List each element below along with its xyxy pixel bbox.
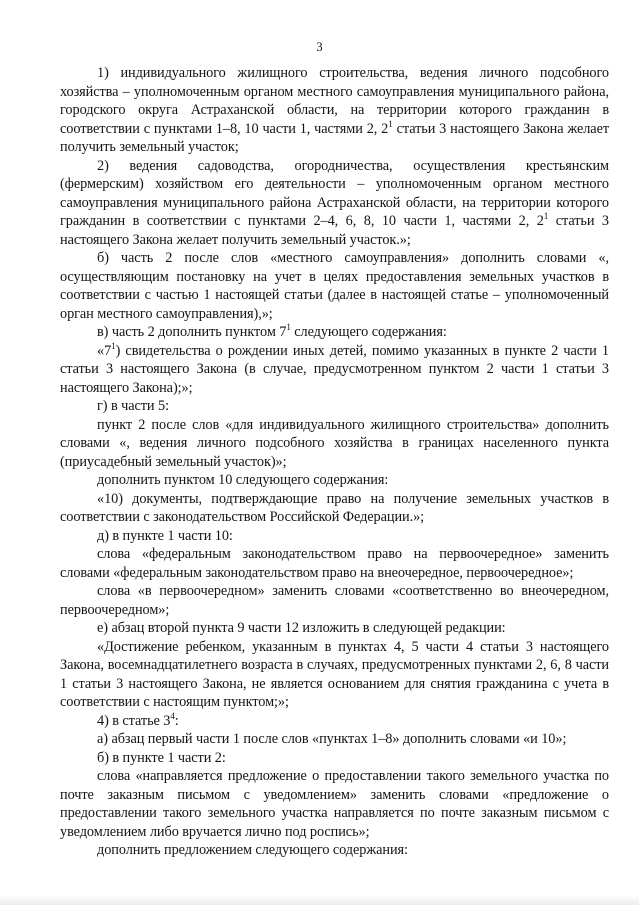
superscript: 1 xyxy=(543,211,549,222)
paragraph-text: пункт 2 после слов «для индивидуального жилищного строительства» дополнить словами «, ведения личного подсобного хозяйства в границах населенного пункта (приусадебный земельный участок)»; xyxy=(60,416,609,470)
paragraph-d-part-10 xyxy=(60,527,609,546)
paragraph-text: следующего содержания: xyxy=(290,324,447,340)
paragraph-text: г) в части 5: xyxy=(97,398,169,414)
paragraph-quote-10 xyxy=(60,490,609,527)
paragraph-text: «Достижение ребенком, указанным в пунктах 4, 5 части 4 статьи 3 настоящего Закона, восемнадцатилетнего возраста в случаях, предусмотренных пунктами 2, 6, 8 части 1 статьи 3 настоящего Закона, не является основанием для снятия гражданина с учета в соответствии с настоящим пунктом;»; xyxy=(60,638,609,710)
superscript: 1 xyxy=(388,118,393,129)
paragraph-add-sentence xyxy=(60,841,609,860)
paragraph-text: дополнить предложением следующего содержания: xyxy=(97,842,408,858)
paragraph-text: «10) документы, подтверждающие право на получение земельных участков в соответствии с законодательством Российской Федерации.»; xyxy=(60,490,609,525)
document-body xyxy=(60,64,609,860)
paragraph-replace-priority xyxy=(60,582,609,619)
paragraph-text: б) в пункте 1 части 2: xyxy=(97,749,226,766)
superscript: 4 xyxy=(170,710,175,721)
paragraph-replace-federal xyxy=(60,545,609,582)
paragraph-g-part-5 xyxy=(60,397,609,416)
paragraph-text: 1) индивидуального жилищного строительства, ведения личного подсобного хозяйства – уполномоченным органом местного самоуправления муниципального района, городского округа Астраханской области, на территории которого гражданин в соответствии с пунктами 1–8, 10 части 1, частями 2, 2 xyxy=(60,65,609,137)
page-number: 3 xyxy=(316,40,323,54)
paragraph-text: е) абзац второй пункта 9 части 12 изложить в следующей редакции: xyxy=(97,620,506,636)
paragraph-text: 2) ведения садоводства, огородничества, осуществления крестьянским (фермерским) хозяйством его деятельности – уполномоченным органом местного самоуправления муниципального района Астраханской области, на территории которого гражданин в соответствии с пунктами 2–4, 6, 8, 10 части 1, частями 2, 2 xyxy=(60,157,609,229)
paragraph-text: слова «федеральным законодательством право на первоочередное» заменить словами «федеральным законодательством право на внеочередное, первоочередное»; xyxy=(60,546,609,581)
paragraph-text: 4) в статье 3 xyxy=(97,712,171,729)
paragraph-text: слова «направляется предложение о предоставлении такого земельного участка по почте заказным письмом с уведомлением» заменить словами «предложение о предоставлении такого земельного участка направляется по почте заказным письмом с уведомлением либо вручается лично под роспись»; xyxy=(60,768,609,840)
paragraph-add-point-10 xyxy=(60,471,609,490)
paragraph-text: статьи 3 настоящего Закона желает получить земельный участок.»; xyxy=(60,213,610,248)
paragraph-text: статьи 3 настоящего Закона желает получить земельный участок; xyxy=(60,120,610,155)
paragraph-text: слова «в первоочередном» заменить словами «соответственно во внеочередном, первоочередном»; xyxy=(60,583,609,618)
paragraph-a-part-1 xyxy=(60,730,609,749)
paragraph-point-2-amend xyxy=(60,416,609,472)
paragraph-text: дополнить пунктом 10 следующего содержания: xyxy=(97,472,389,488)
paragraph-item-1-housing xyxy=(60,64,609,157)
paragraph-text: ) свидетельства о рождении иных детей, помимо указанных в пункте 2 части 1 статьи 3 настоящего Закона (в случае, предусмотренном пунктом 2 части 1 статьи 3 настоящего Закона);»; xyxy=(60,342,609,396)
superscript: 1 xyxy=(286,322,291,333)
paragraph-text: а) абзац первый части 1 после слов «пунктах 1–8» дополнить словами «и 10»; xyxy=(97,731,567,747)
paragraph-text: «7 xyxy=(97,342,112,359)
paragraph-b-point-1 xyxy=(60,749,609,768)
paragraph-quote-age xyxy=(60,638,609,712)
scan-edge-shadow xyxy=(0,895,639,905)
paragraph-b-part-2 xyxy=(60,249,609,323)
paragraph-e-part-12 xyxy=(60,619,609,638)
superscript: 1 xyxy=(111,340,116,351)
paragraph-text: д) в пункте 1 части 10: xyxy=(97,527,233,544)
paragraph-v-point-7-1 xyxy=(60,323,609,342)
paragraph-item-4-article xyxy=(60,712,609,731)
paragraph-replace-offer xyxy=(60,767,609,841)
paragraph-text: в) часть 2 дополнить пунктом 7 xyxy=(97,324,287,340)
paragraph-quote-7-1 xyxy=(60,342,609,398)
paragraph-text: : xyxy=(174,712,179,729)
paragraph-text: б) часть 2 после слов «местного самоуправления» дополнить словами «, осуществляющим постановку на учет в целях предоставления земельных участков в соответствии с частью 1 настоящей статьи (далее в настоящей статье – уполномоченный орган местного самоуправления),»; xyxy=(60,250,609,322)
paragraph-item-2-gardening xyxy=(60,157,609,250)
